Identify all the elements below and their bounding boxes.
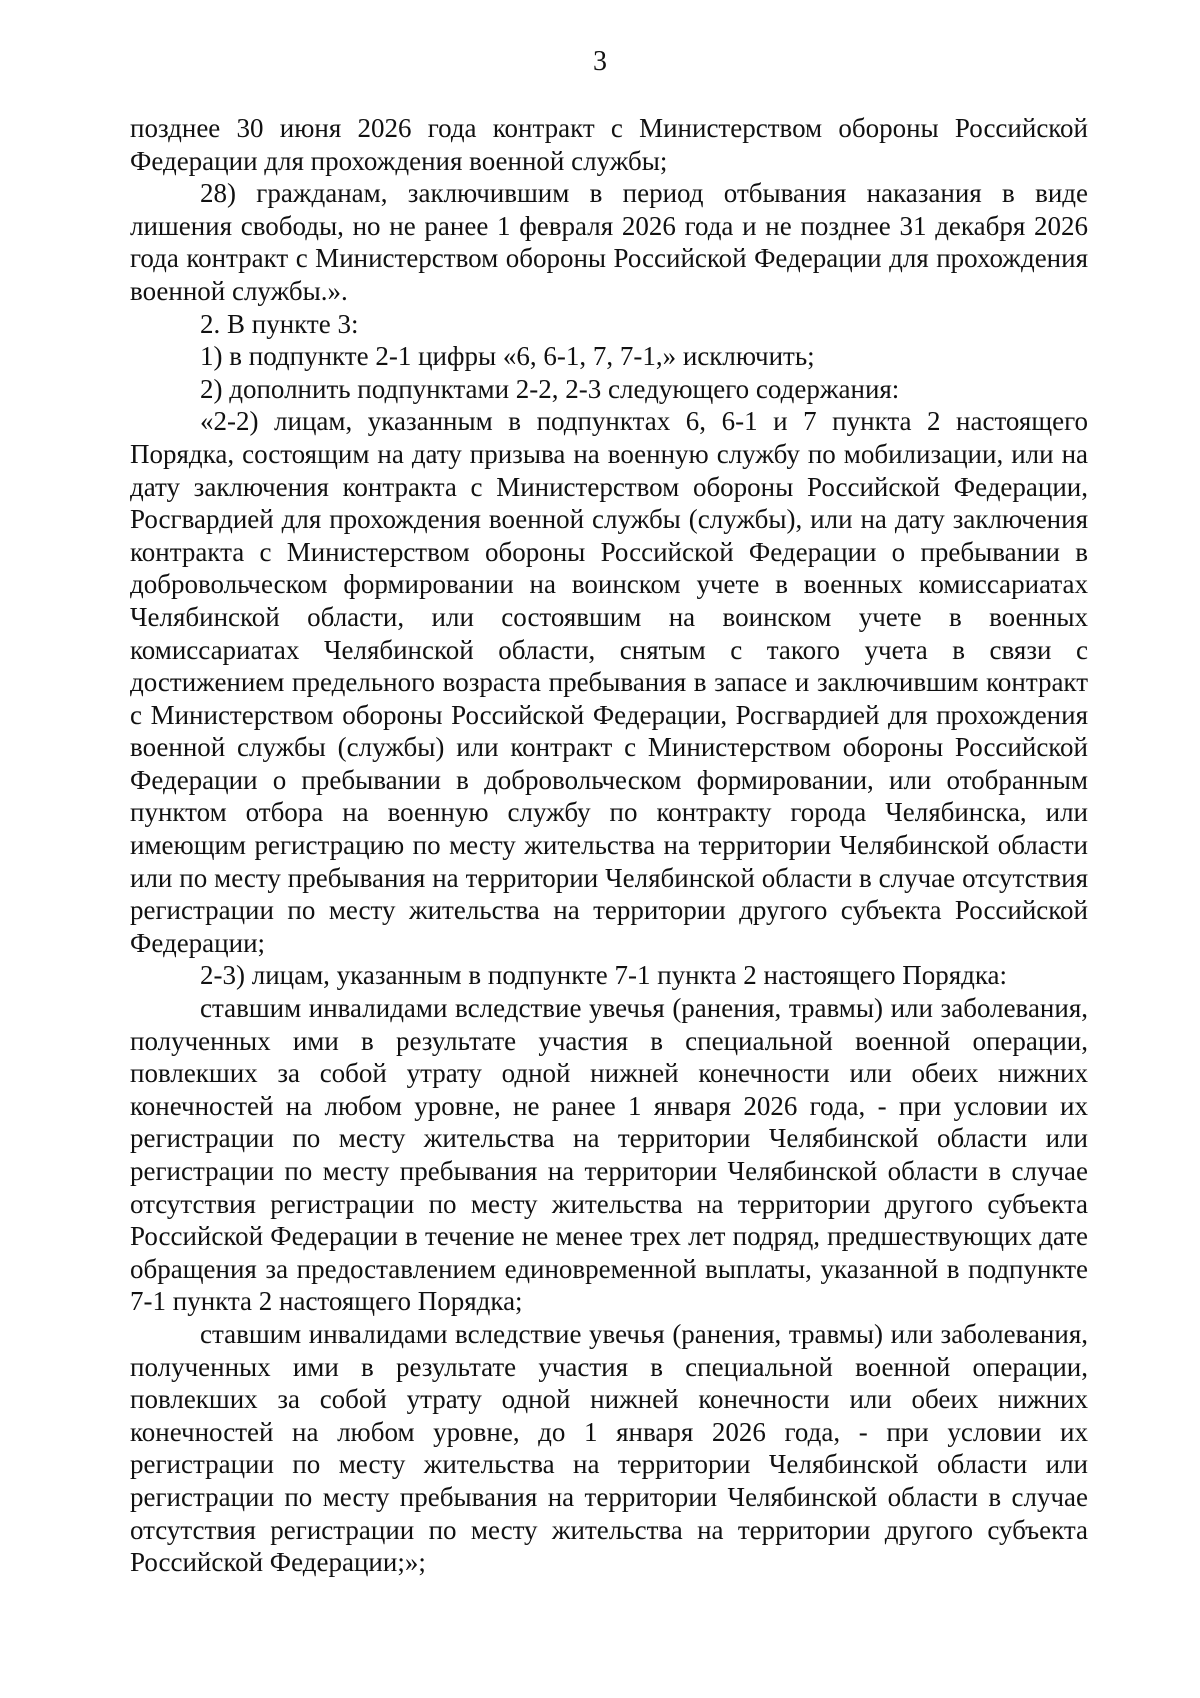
paragraph-subpoint-2: 2) дополнить подпунктами 2-2, 2-3 следующего содержания: (200, 373, 900, 404)
paragraph-point-2: 2. В пункте 3: (200, 308, 359, 339)
paragraph-subpoint-2-2: «2-2) лицам, указанным в подпунктах 6, 6-1 и 7 пункта 2 настоящего Порядка, состоящим на дату призыва на военную службу по мобилизации, или на дату заключения контракта с Министерством обороны Российской Федерации, Росгвардией для прохождения военной службы (службы), или на дату заключения контракта с Министерством обороны Российской Федерации о пребывании в добровольческом формировании на воинском учете в военных комиссариатах Челябинской области, или состоявшим на воинском учете в военных комиссариатах Челябинской области, снятым с такого учета в связи с достижением предельного возраста пребывания в запасе и заключившим контракт с Министерством обороны Российской Федерации, Росгвардией для прохождения военной службы (службы) или контракт с Министерством обороны Российской Федерации о пребывании в добровольческом формировании, или отобранным пунктом отбора на военную службу по контракту города Челябинска, или имеющим регистрацию по месту жительства на территории Челябинской области или по месту пребывания на территории Челябинской области в случае отсутствия регистрации по месту жительства на территории другого субъекта Российской Федерации; (130, 406, 1088, 958)
paragraph-continuation: позднее 30 июня 2026 года контракт с Министерством обороны Российской Федерации для прохождения военной службы; (130, 113, 1088, 176)
paragraph-condition-before-2026: ставшим инвалидами вследствие увечья (ранения, травмы) или заболевания, полученных ими в результате участия в специальной военной операции, повлекших за собой утрату одной нижней конечности или обеих нижних конечностей на любом уровне, до 1 января 2026 года, - при условии их регистрации по месту жительства на территории Челябинской области или регистрации по месту пребывания на территории Челябинской области в случае отсутствия регистрации по месту жительства на территории другого субъекта Российской Федерации;»; (130, 1318, 1088, 1578)
paragraph-subpoint-1: 1) в подпункте 2-1 цифры «6, 6-1, 7, 7-1,» исключить; (200, 341, 815, 372)
page-number: 3 (593, 46, 607, 77)
paragraph-condition-after-2026: ставшим инвалидами вследствие увечья (ранения, травмы) или заболевания, полученных ими в результате участия в специальной военной операции, повлекших за собой утрату одной нижней конечности или обеих нижних конечностей на любом уровне, не ранее 1 января 2026 года, - при условии их регистрации по месту жительства на территории Челябинской области или регистрации по месту пребывания на территории Челябинской области в случае отсутствия регистрации по месту жительства на территории другого субъекта Российской Федерации в течение не менее трех лет подряд, предшествующих дате обращения за предоставлением единовременной выплаты, указанной в подпункте 7-1 пункта 2 настоящего Порядка; (130, 993, 1088, 1317)
document-body (130, 112, 1088, 1579)
paragraph-subpoint-2-3: 2-3) лицам, указанным в подпункте 7-1 пункта 2 настоящего Порядка: (200, 960, 1008, 991)
paragraph-item-28: 28) гражданам, заключившим в период отбывания наказания в виде лишения свободы, но не ранее 1 февраля 2026 года и не позднее 31 декабря 2026 года контракт с Министерством обороны Российской Федерации для прохождения военной службы.». (130, 178, 1088, 306)
